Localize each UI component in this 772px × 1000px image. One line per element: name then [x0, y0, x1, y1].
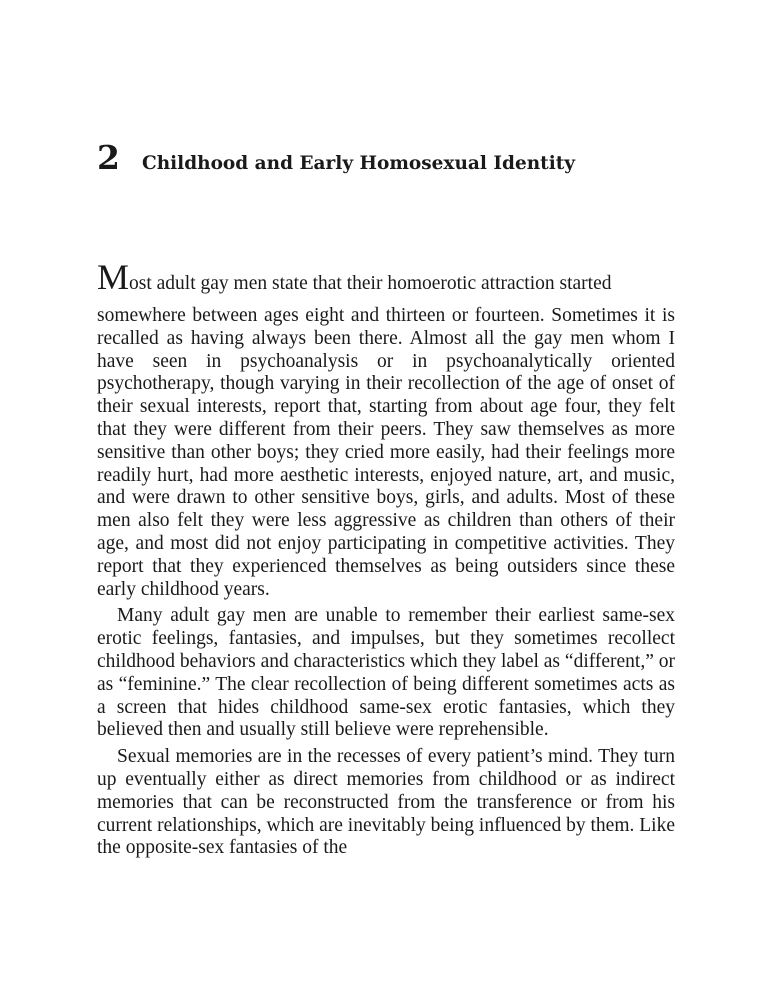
- chapter-number: 2: [97, 138, 120, 177]
- chapter-heading: [97, 138, 697, 182]
- drop-initial: M: [97, 257, 130, 297]
- opening-line-text: ost adult gay men state that their homoerotic attraction started: [129, 273, 612, 294]
- paragraph-3: Sexual memories are in the recesses of every patient’s mind. They turn up eventually either as direct memories from childhood or as indirect memories that can be reconstructed from the transference or from his current relationships, which are inevitably being influenced by them. Like the opposite-sex fantasies of the: [97, 746, 675, 859]
- paragraph-2: Many adult gay men are unable to remember their earliest same-sex erotic feelings, fantasies, and impulses, but they sometimes recollect childhood behaviors and characteristics which they label as “different,” or as “feminine.” The clear recollection of being different sometimes acts as a screen that hides childhood same-sex erotic fantasies, which they believed then and usually still believe were reprehensible.: [97, 605, 675, 741]
- chapter-title: Childhood and Early Homosexual Identity: [141, 153, 576, 174]
- chapter-body: [97, 257, 675, 860]
- opening-line: [97, 257, 675, 305]
- paragraph-1: somewhere between ages eight and thirteen or fourteen. Sometimes it is recalled as having always been there. Almost all the gay men whom I have seen in psychoanalysis or in psychoanalytically oriented psychotherapy, though varying in their recollection of the age of onset of their sexual interests, report that, starting from about age four, they felt that they were different from their peers. They saw themselves as more sensitive than other boys; they cried more easily, had their feelings more readily hurt, had more aesthetic interests, enjoyed nature, art, and music, and were drawn to other sensitive boys, girls, and adults. Most of these men also felt they were less aggressive as children than others of their age, and most did not enjoy participating in competitive activities. They report that they experienced themselves as being outsiders since these early childhood years.: [97, 305, 675, 600]
